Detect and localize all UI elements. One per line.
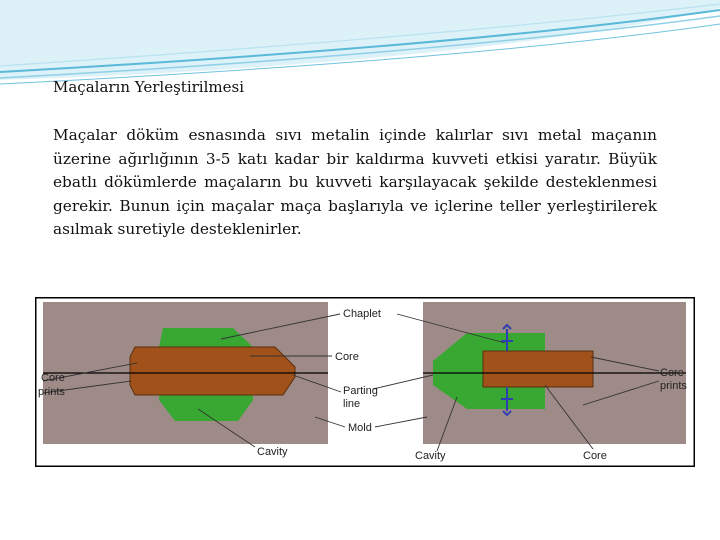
label-core-prints-left-1: Core bbox=[41, 372, 65, 384]
slide-title: Maçaların Yerleştirilmesi bbox=[53, 78, 244, 96]
label-parting-line-1: Parting bbox=[343, 385, 378, 397]
core-placement-diagram bbox=[35, 297, 695, 467]
label-core-center: Core bbox=[335, 351, 359, 363]
label-core-prints-left-2: prints bbox=[38, 386, 65, 398]
core-left bbox=[130, 347, 295, 395]
header-wave-decoration bbox=[0, 0, 720, 90]
label-parting-line-2: line bbox=[343, 398, 361, 410]
label-cavity-right: Cavity bbox=[415, 450, 446, 462]
label-cavity-left: Cavity bbox=[257, 446, 288, 458]
slide-body-text: Maçalar döküm esnasında sıvı metalin içinde kalırlar sıvı metal maçanın üzerine ağırlığının 3-5 katı kadar bir kaldırma kuvveti etkisi yaratır. Büyük ebatlı dökümlerde maçaların bu kuvveti karşılayacak şekilde desteklenmesi gerekir. Bunun için maçalar maça başlarıyla ve içlerine teller yerleştirilerek asılmak suretiyle desteklenirler. bbox=[53, 126, 657, 238]
label-chaplet: Chaplet bbox=[343, 308, 381, 320]
core-right bbox=[483, 351, 593, 387]
label-core-prints-right-2: prints bbox=[660, 380, 687, 392]
label-core-bottom-right: Core bbox=[583, 450, 607, 462]
label-core-prints-right-1: Core bbox=[660, 367, 684, 379]
label-mold: Mold bbox=[348, 422, 372, 434]
